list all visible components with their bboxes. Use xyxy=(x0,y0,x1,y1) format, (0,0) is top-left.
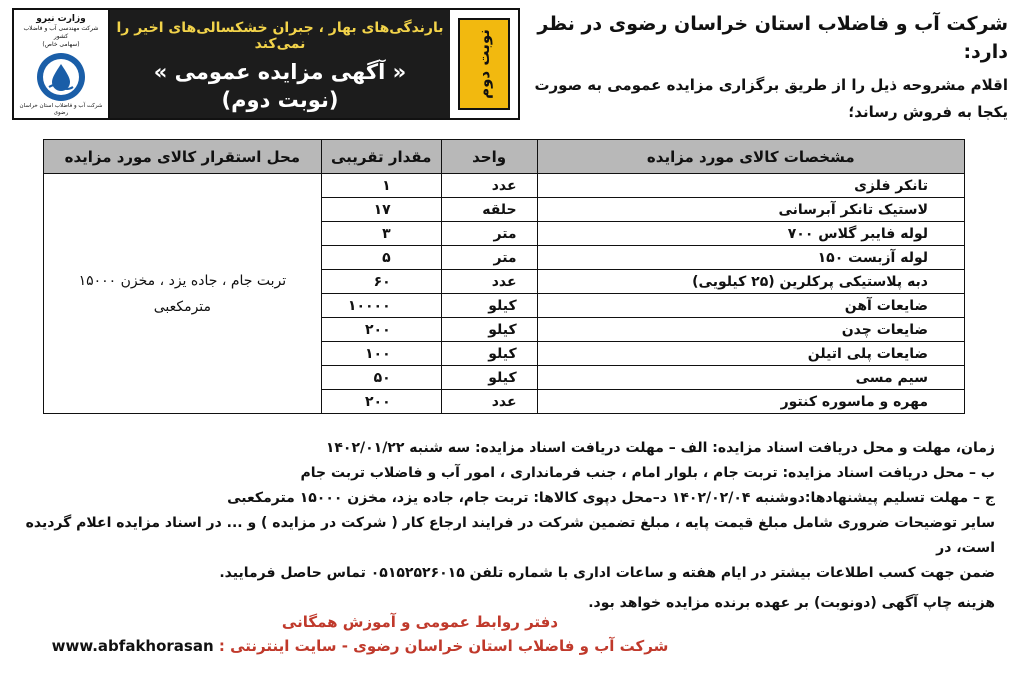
terms-section xyxy=(5,436,995,616)
item-unit: عدد xyxy=(441,390,537,414)
item-unit: عدد xyxy=(441,174,537,198)
logo-company: شرکت مهندسی آب و فاضلاب کشور xyxy=(23,25,99,40)
item-description: لاستیک تانکر آبرسانی xyxy=(537,198,964,222)
document-location-line: ب – محل دریافت اسناد مزایده: تربت جام ، بلوار امام ، جنب فرمانداری ، امور آب و فاضلاب تربت جام xyxy=(300,465,995,481)
item-quantity: ۱۰۰۰۰ xyxy=(321,294,441,318)
item-description: ضایعات چدن xyxy=(537,318,964,342)
item-quantity: ۱ xyxy=(321,174,441,198)
website-line xyxy=(40,635,680,657)
website-link[interactable]: www.abfakhorasan xyxy=(51,637,214,655)
header-quantity: مقدار تقریبی xyxy=(321,140,441,174)
logo-ministry: وزارت نیرو xyxy=(36,14,86,24)
other-details-line: سایر توضیحات ضروری شامل مبلغ قیمت پایه ، مبلغ تضمین شرکت در فرایند ارجاع کار ( شرکت در مزایده ) و ... در اسناد مزایده اعلام گردیده است، در xyxy=(25,515,995,556)
item-description: تانکر فلزی xyxy=(537,174,964,198)
item-unit: متر xyxy=(441,222,537,246)
contact-line: ضمن جهت کسب اطلاعات بیشتر در ایام هفته و ساعات اداری با شماره تلفن ۰۵۱۵۲۵۲۶۰۱۵ تماس حاصل فرمایید. xyxy=(219,565,995,581)
item-unit: حلقه xyxy=(441,198,537,222)
item-quantity: ۵ xyxy=(321,246,441,270)
ad-round: (نوبت دوم) xyxy=(221,88,339,112)
item-quantity: ۳ xyxy=(321,222,441,246)
table-row xyxy=(44,174,965,198)
table-header-row xyxy=(44,140,965,174)
ad-title: « آگهی مزایده عمومی » xyxy=(153,60,407,84)
item-description: لوله آزبست ۱۵۰ xyxy=(537,246,964,270)
item-unit: کیلو xyxy=(441,318,537,342)
item-quantity: ۲۰۰ xyxy=(321,390,441,414)
item-location: تربت جام ، جاده یزد ، مخزن ۱۵۰۰۰ مترمکعبی xyxy=(44,174,322,414)
item-unit: عدد xyxy=(441,270,537,294)
intro-section xyxy=(528,10,1008,126)
logo-caption: شرکت آب و فاضلاب استان خراسان رضوی xyxy=(19,103,103,116)
printing-cost-line: هزینه چاپ آگهی (دونوبت) بر عهده برنده مزایده خواهد بود. xyxy=(588,595,995,611)
submission-deadline-line: ج – مهلت تسلیم پیشنهادها:دوشنبه ۱۴۰۲/۰۲/۰۴ د–محل دپوی کالاها: تربت جام، جاده یزد، مخزن ۱۵۰۰۰ مترمکعبی xyxy=(227,490,995,506)
item-unit: متر xyxy=(441,246,537,270)
item-quantity: ۲۰۰ xyxy=(321,318,441,342)
item-description: دبه پلاستیکی پرکلرین (۲۵ کیلویی) xyxy=(537,270,964,294)
deadline-line: زمان، مهلت و محل دریافت اسناد مزایده: الف – مهلت دریافت اسناد مزایده: سه شنبه ۱۴۰۲/۰۱/۲۲ xyxy=(325,440,995,456)
pr-office: دفتر روابط عمومی و آموزش همگانی xyxy=(281,613,559,631)
item-quantity: ۱۰۰ xyxy=(321,342,441,366)
item-unit: کیلو xyxy=(441,294,537,318)
header-location: محل استقرار کالای مورد مزایده xyxy=(44,140,322,174)
website-label: شرکت آب و فاضلاب استان خراسان رضوی - سایت اینترنتی : xyxy=(218,637,669,655)
item-description: ضایعات آهن xyxy=(537,294,964,318)
item-quantity: ۵۰ xyxy=(321,366,441,390)
item-unit: کیلو xyxy=(441,366,537,390)
item-quantity: ۱۷ xyxy=(321,198,441,222)
ad-banner xyxy=(12,8,520,120)
header-unit: واحد xyxy=(441,140,537,174)
round-tag xyxy=(450,10,518,118)
banner-title-block xyxy=(110,10,450,118)
item-description: سیم مسی xyxy=(537,366,964,390)
item-description: ضایعات پلی اتیلن xyxy=(537,342,964,366)
item-quantity: ۶۰ xyxy=(321,270,441,294)
intro-description: اقلام مشروحه ذیل را از طریق برگزاری مزایده عمومی به صورت یکجا به فروش رساند؛ xyxy=(534,76,1008,121)
item-description: لوله فایبر گلاس ۷۰۰ xyxy=(537,222,964,246)
logo-box xyxy=(14,10,110,118)
water-drop-logo-icon xyxy=(37,53,85,101)
item-unit: کیلو xyxy=(441,342,537,366)
auction-items-table xyxy=(43,139,965,414)
footer xyxy=(40,611,680,657)
round-tag-label: نوبت دوم xyxy=(475,29,494,99)
item-description: مهره و ماسوره کنتور xyxy=(537,390,964,414)
logo-company-note: (سهامی خاص) xyxy=(42,41,80,48)
header-description: مشخصات کالای مورد مزایده xyxy=(537,140,964,174)
intro-title: شرکت آب و فاضلاب استان خراسان رضوی در نظر دارد: xyxy=(537,13,1008,63)
banner-slogan: بارندگی‌های بهار ، جبران خشکسالی‌های اخیر را نمی‌کند xyxy=(116,20,444,52)
